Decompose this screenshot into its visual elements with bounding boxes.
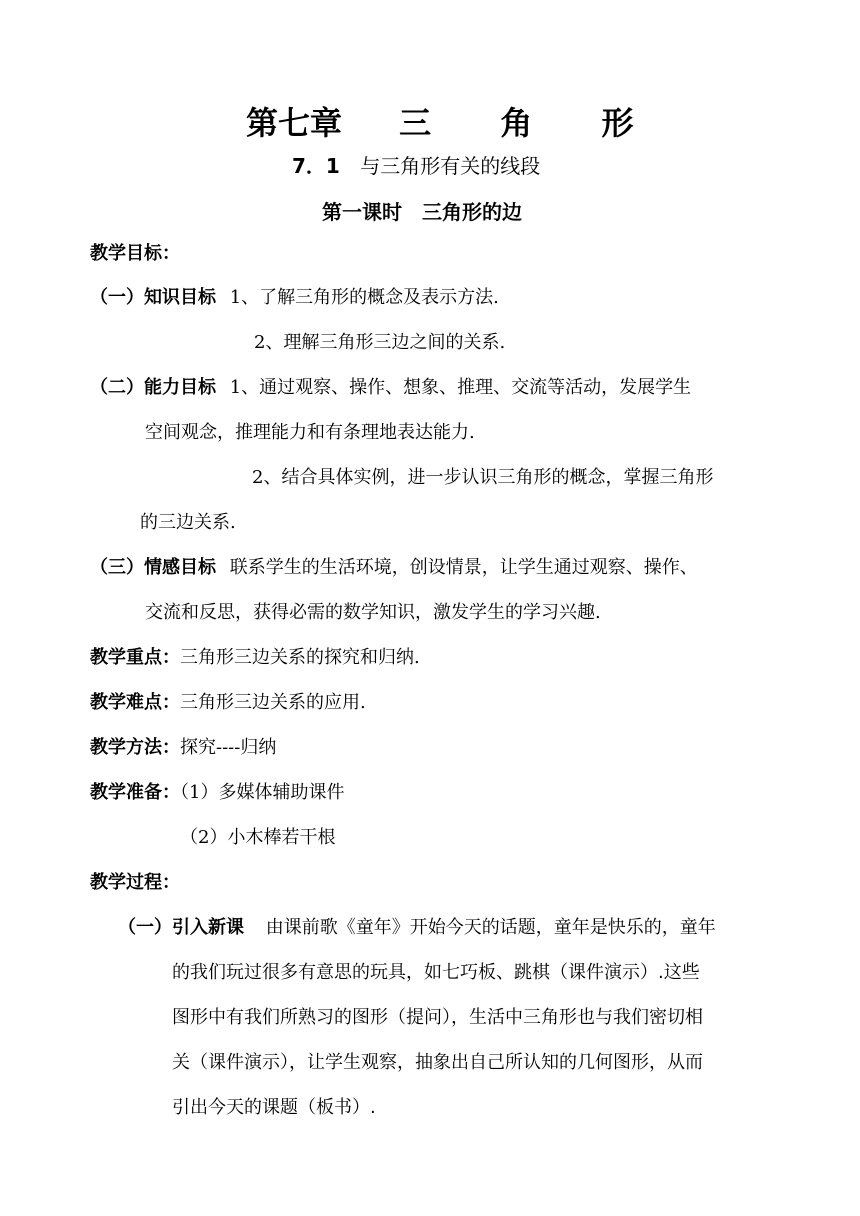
goal-ability-line2: 空间观念，推理能力和有条理地表达能力.: [145, 422, 475, 443]
process-intro-line4: 关（课件演示），让学生观察，抽象出自己所认知的几何图形，从而: [172, 1052, 703, 1073]
process-intro-line2: 的我们玩过很多有意思的玩具，如七巧板、跳棋（课件演示）.这些: [172, 962, 700, 983]
lesson-title: 第一课时 三角形的边: [322, 200, 522, 224]
chapter-title: [246, 98, 633, 144]
goal-label: 情感目标: [144, 557, 216, 578]
title-char-2: 角: [500, 104, 533, 142]
process-heading: 教学过程：: [90, 872, 180, 893]
goal-emotion-line1: （三）情感目标 联系学生的生活环境，创设情景，让学生通过观察、操作、: [90, 557, 698, 578]
teaching-prep-line1: 教学准备：（1）多媒体辅助课件: [90, 782, 345, 803]
section-number: 7．1: [292, 154, 340, 178]
section-text: 与三角形有关的线段: [360, 154, 541, 178]
goal-knowledge-line1: （一）知识目标 1、了解三角形的概念及表示方法.: [90, 287, 499, 308]
teaching-prep-line2: （2）小木棒若干根: [180, 827, 336, 848]
section-title: [292, 150, 540, 179]
goal-ability-line4: 的三边关系.: [140, 512, 236, 533]
process-intro-line5: 引出今天的课题（板书）.: [172, 1097, 376, 1118]
process-intro-line3: 图形中有我们所熟习的图形（提问），生活中三角形也与我们密切相: [172, 1007, 703, 1028]
key-point: 教学重点：三角形三边关系的探究和归纳.: [90, 647, 420, 668]
title-char-1: 三: [399, 104, 432, 142]
goals-heading: 教学目标：: [90, 243, 180, 264]
chapter-number: 第七章: [246, 104, 343, 142]
goal-ability-line1: （二）能力目标 1、通过观察、操作、想象、推理、交流等活动，发展学生: [90, 377, 692, 398]
goal-label: 知识目标: [144, 287, 216, 308]
title-char-3: 形: [601, 104, 634, 142]
goal-emotion-line2: 交流和反思，获得必需的数学知识，激发学生的学习兴趣.: [145, 602, 601, 623]
process-label: 引入新课: [172, 917, 244, 938]
goal-ability-line3: 2、结合具体实例，进一步认识三角形的概念，掌握三角形: [252, 467, 714, 488]
process-intro-line1: （一）引入新课 由课前歌《童年》开始今天的话题，童年是快乐的，童年: [118, 917, 716, 938]
difficulty-point: 教学难点：三角形三边关系的应用.: [90, 692, 366, 713]
teaching-method: 教学方法：探究----归纳: [90, 737, 277, 758]
goal-knowledge-line2: 2、理解三角形三边之间的关系.: [254, 332, 506, 353]
goal-label: 能力目标: [144, 377, 216, 398]
